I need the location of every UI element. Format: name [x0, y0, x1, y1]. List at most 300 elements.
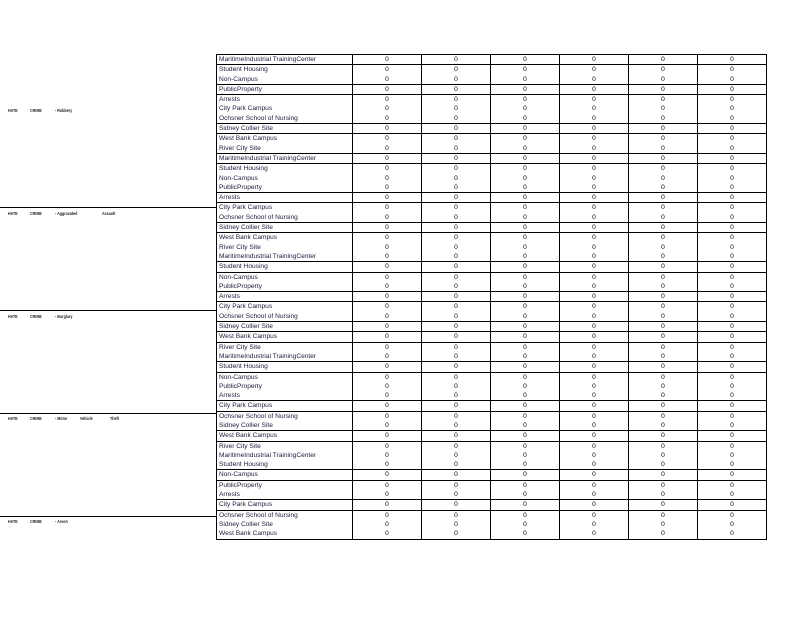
crime-category-label: HATE: [8, 211, 18, 216]
location-label: West Bank Campus: [217, 134, 353, 144]
table-row: [217, 174, 767, 183]
table-row: [217, 352, 767, 362]
count-cell: 0: [353, 520, 422, 529]
location-label: River City Site: [217, 342, 353, 352]
count-cell: 0: [629, 391, 698, 401]
table-row: [217, 223, 767, 233]
crime-category-label: CRIME: [30, 519, 42, 524]
count-cell: 0: [491, 95, 560, 105]
count-cell: 0: [491, 223, 560, 233]
count-cell: 0: [560, 124, 629, 134]
count-cell: 0: [629, 134, 698, 144]
count-cell: 0: [491, 352, 560, 362]
count-cell: 0: [698, 134, 767, 144]
count-cell: 0: [353, 391, 422, 401]
table-row: [217, 252, 767, 262]
count-cell: 0: [422, 144, 491, 154]
location-label: Student Housing: [217, 460, 353, 470]
count-cell: 0: [353, 322, 422, 332]
table-row: [217, 382, 767, 391]
table-row: [217, 84, 767, 94]
count-cell: 0: [491, 164, 560, 174]
count-cell: 0: [560, 164, 629, 174]
count-cell: 0: [422, 65, 491, 75]
table-row: [217, 302, 767, 312]
count-cell: 0: [698, 95, 767, 105]
count-cell: 0: [629, 282, 698, 292]
count-cell: 0: [560, 352, 629, 362]
table-row: [217, 134, 767, 144]
count-cell: 0: [353, 529, 422, 539]
count-cell: 0: [560, 153, 629, 163]
count-cell: 0: [491, 272, 560, 282]
count-cell: 0: [560, 174, 629, 183]
count-cell: 0: [491, 213, 560, 223]
count-cell: 0: [629, 362, 698, 372]
count-cell: 0: [491, 342, 560, 352]
count-cell: 0: [353, 421, 422, 431]
table-row: [217, 529, 767, 539]
count-cell: 0: [491, 292, 560, 302]
count-cell: 0: [629, 65, 698, 75]
table-row: [217, 431, 767, 441]
count-cell: 0: [422, 272, 491, 282]
count-cell: 0: [560, 282, 629, 292]
count-cell: 0: [629, 203, 698, 213]
count-cell: 0: [491, 302, 560, 312]
count-cell: 0: [491, 252, 560, 262]
count-cell: 0: [422, 302, 491, 312]
count-cell: 0: [353, 252, 422, 262]
count-cell: 0: [698, 193, 767, 203]
count-cell: 0: [698, 421, 767, 431]
location-label: Non-Campus: [217, 470, 353, 480]
count-cell: 0: [629, 292, 698, 302]
count-cell: 0: [560, 500, 629, 510]
count-cell: 0: [560, 460, 629, 470]
count-cell: 0: [560, 342, 629, 352]
count-cell: 0: [422, 332, 491, 342]
count-cell: 0: [698, 332, 767, 342]
count-cell: 0: [422, 243, 491, 252]
crime-category-label: Assault: [102, 211, 116, 216]
count-cell: 0: [698, 510, 767, 520]
count-cell: 0: [698, 490, 767, 500]
count-cell: 0: [698, 312, 767, 322]
crime-category-label: - Motor: [55, 416, 68, 421]
count-cell: 0: [698, 451, 767, 460]
table-row: [217, 65, 767, 75]
count-cell: 0: [353, 431, 422, 441]
count-cell: 0: [353, 490, 422, 500]
count-cell: 0: [491, 460, 560, 470]
count-cell: 0: [560, 272, 629, 282]
location-label: Arrests: [217, 292, 353, 302]
count-cell: 0: [560, 292, 629, 302]
count-cell: 0: [560, 470, 629, 480]
count-cell: 0: [353, 372, 422, 382]
count-cell: 0: [629, 500, 698, 510]
count-cell: 0: [422, 451, 491, 460]
count-cell: 0: [422, 470, 491, 480]
crime-category-label: HATE: [8, 314, 18, 319]
count-cell: 0: [353, 292, 422, 302]
count-cell: 0: [353, 144, 422, 154]
count-cell: 0: [698, 520, 767, 529]
count-cell: 0: [491, 84, 560, 94]
count-cell: 0: [491, 529, 560, 539]
count-cell: 0: [698, 480, 767, 490]
count-cell: 0: [353, 95, 422, 105]
crime-category-label: HATE: [8, 108, 18, 113]
location-label: Arrests: [217, 193, 353, 203]
location-label: PublicProperty: [217, 382, 353, 391]
count-cell: 0: [422, 382, 491, 391]
count-cell: 0: [353, 164, 422, 174]
count-cell: 0: [353, 302, 422, 312]
location-label: Sidney Collier Site: [217, 322, 353, 332]
count-cell: 0: [629, 75, 698, 85]
count-cell: 0: [560, 203, 629, 213]
location-label: MaritimeIndustrial TrainingCenter: [217, 352, 353, 362]
location-label: City Park Campus: [217, 203, 353, 213]
count-cell: 0: [560, 65, 629, 75]
count-cell: 0: [560, 372, 629, 382]
count-cell: 0: [353, 362, 422, 372]
crime-category-label: CRIME: [30, 314, 42, 319]
count-cell: 0: [491, 65, 560, 75]
count-cell: 0: [422, 174, 491, 183]
table-row: [217, 391, 767, 401]
count-cell: 0: [560, 362, 629, 372]
count-cell: 0: [698, 233, 767, 243]
count-cell: 0: [491, 520, 560, 529]
count-cell: 0: [629, 302, 698, 312]
count-cell: 0: [353, 84, 422, 94]
location-label: City Park Campus: [217, 401, 353, 411]
count-cell: 0: [422, 529, 491, 539]
count-cell: 0: [353, 124, 422, 134]
location-label: Ochsner School of Nursing: [217, 312, 353, 322]
table-row: [217, 243, 767, 252]
location-label: River City Site: [217, 144, 353, 154]
count-cell: 0: [560, 243, 629, 252]
group-divider: [0, 516, 216, 517]
count-cell: 0: [698, 243, 767, 252]
count-cell: 0: [698, 322, 767, 332]
count-cell: 0: [491, 411, 560, 421]
count-cell: 0: [491, 382, 560, 391]
location-label: Ochsner School of Nursing: [217, 411, 353, 421]
table-row: [217, 124, 767, 134]
table-row: [217, 490, 767, 500]
count-cell: 0: [560, 104, 629, 113]
count-cell: 0: [698, 382, 767, 391]
count-cell: 0: [629, 441, 698, 451]
count-cell: 0: [422, 411, 491, 421]
count-cell: 0: [629, 342, 698, 352]
count-cell: 0: [560, 480, 629, 490]
location-label: Arrests: [217, 391, 353, 401]
table-row: [217, 272, 767, 282]
count-cell: 0: [422, 134, 491, 144]
location-label: Arrests: [217, 95, 353, 105]
count-cell: 0: [560, 302, 629, 312]
count-cell: 0: [422, 203, 491, 213]
location-label: West Bank Campus: [217, 332, 353, 342]
table-row: [217, 441, 767, 451]
location-label: PublicProperty: [217, 282, 353, 292]
table-row: [217, 421, 767, 431]
count-cell: 0: [491, 372, 560, 382]
count-cell: 0: [353, 193, 422, 203]
location-label: Ochsner School of Nursing: [217, 114, 353, 124]
count-cell: 0: [698, 500, 767, 510]
count-cell: 0: [698, 65, 767, 75]
count-cell: 0: [422, 55, 491, 65]
location-label: MaritimeIndustrial TrainingCenter: [217, 451, 353, 460]
count-cell: 0: [422, 223, 491, 233]
table-row: [217, 342, 767, 352]
count-cell: 0: [422, 460, 491, 470]
count-cell: 0: [560, 183, 629, 193]
table-row: [217, 95, 767, 105]
count-cell: 0: [629, 84, 698, 94]
count-cell: 0: [422, 282, 491, 292]
table-row: [217, 451, 767, 460]
table-row: [217, 75, 767, 85]
table-row: [217, 411, 767, 421]
count-cell: 0: [698, 391, 767, 401]
count-cell: 0: [698, 401, 767, 411]
count-cell: 0: [353, 342, 422, 352]
count-cell: 0: [629, 401, 698, 411]
count-cell: 0: [629, 104, 698, 113]
count-cell: 0: [491, 421, 560, 431]
location-label: Non-Campus: [217, 372, 353, 382]
count-cell: 0: [422, 362, 491, 372]
table-row: [217, 460, 767, 470]
location-label: MaritimeIndustrial TrainingCenter: [217, 252, 353, 262]
count-cell: 0: [353, 174, 422, 183]
count-cell: 0: [491, 451, 560, 460]
count-cell: 0: [698, 372, 767, 382]
count-cell: 0: [698, 411, 767, 421]
location-label: River City Site: [217, 441, 353, 451]
table-row: [217, 193, 767, 203]
count-cell: 0: [422, 312, 491, 322]
location-label: Student Housing: [217, 164, 353, 174]
count-cell: 0: [629, 529, 698, 539]
count-cell: 0: [491, 480, 560, 490]
location-label: West Bank Campus: [217, 529, 353, 539]
count-cell: 0: [353, 332, 422, 342]
count-cell: 0: [698, 302, 767, 312]
count-cell: 0: [353, 470, 422, 480]
crime-category-label: - Robbery: [55, 108, 73, 113]
count-cell: 0: [353, 272, 422, 282]
count-cell: 0: [491, 144, 560, 154]
count-cell: 0: [629, 252, 698, 262]
count-cell: 0: [560, 332, 629, 342]
count-cell: 0: [629, 183, 698, 193]
location-label: Non-Campus: [217, 75, 353, 85]
location-label: West Bank Campus: [217, 431, 353, 441]
table-row: [217, 401, 767, 411]
count-cell: 0: [491, 391, 560, 401]
count-cell: 0: [353, 213, 422, 223]
crime-category-label: - Arson: [55, 519, 68, 524]
crime-statistics-table: [216, 54, 767, 540]
count-cell: 0: [629, 223, 698, 233]
count-cell: 0: [698, 342, 767, 352]
location-label: Non-Campus: [217, 174, 353, 183]
count-cell: 0: [353, 114, 422, 124]
group-divider: [0, 413, 216, 414]
count-cell: 0: [698, 292, 767, 302]
table-row: [217, 470, 767, 480]
count-cell: 0: [422, 193, 491, 203]
location-label: Sidney Collier Site: [217, 421, 353, 431]
count-cell: 0: [422, 124, 491, 134]
count-cell: 0: [491, 470, 560, 480]
table-row: [217, 203, 767, 213]
count-cell: 0: [422, 352, 491, 362]
table-row: [217, 480, 767, 490]
count-cell: 0: [629, 382, 698, 391]
count-cell: 0: [353, 460, 422, 470]
table-row: [217, 322, 767, 332]
count-cell: 0: [698, 114, 767, 124]
table-row: [217, 372, 767, 382]
crime-category-label: CRIME: [30, 108, 42, 113]
count-cell: 0: [422, 183, 491, 193]
count-cell: 0: [353, 153, 422, 163]
count-cell: 0: [560, 114, 629, 124]
count-cell: 0: [629, 55, 698, 65]
table-row: [217, 104, 767, 113]
count-cell: 0: [353, 183, 422, 193]
count-cell: 0: [560, 401, 629, 411]
count-cell: 0: [629, 332, 698, 342]
count-cell: 0: [560, 431, 629, 441]
count-cell: 0: [629, 431, 698, 441]
count-cell: 0: [698, 252, 767, 262]
location-label: Arrests: [217, 490, 353, 500]
location-label: Sidney Collier Site: [217, 124, 353, 134]
count-cell: 0: [698, 362, 767, 372]
count-cell: 0: [560, 233, 629, 243]
count-cell: 0: [422, 480, 491, 490]
count-cell: 0: [698, 104, 767, 113]
table-row: [217, 213, 767, 223]
count-cell: 0: [560, 510, 629, 520]
count-cell: 0: [422, 391, 491, 401]
count-cell: 0: [698, 223, 767, 233]
count-cell: 0: [353, 233, 422, 243]
table-row: [217, 164, 767, 174]
count-cell: 0: [560, 382, 629, 391]
count-cell: 0: [422, 233, 491, 243]
count-cell: 0: [698, 153, 767, 163]
count-cell: 0: [560, 391, 629, 401]
count-cell: 0: [491, 243, 560, 252]
count-cell: 0: [353, 500, 422, 510]
table-row: [217, 362, 767, 372]
table-row: [217, 520, 767, 529]
count-cell: 0: [560, 520, 629, 529]
count-cell: 0: [698, 272, 767, 282]
count-cell: 0: [491, 75, 560, 85]
count-cell: 0: [560, 262, 629, 272]
count-cell: 0: [629, 490, 698, 500]
count-cell: 0: [698, 84, 767, 94]
location-label: PublicProperty: [217, 84, 353, 94]
location-label: River City Site: [217, 243, 353, 252]
table-row: [217, 500, 767, 510]
count-cell: 0: [560, 322, 629, 332]
crime-category-label: Theft: [110, 416, 119, 421]
count-cell: 0: [353, 203, 422, 213]
count-cell: 0: [560, 84, 629, 94]
location-label: MaritimeIndustrial TrainingCenter: [217, 153, 353, 163]
count-cell: 0: [491, 55, 560, 65]
count-cell: 0: [698, 460, 767, 470]
count-cell: 0: [629, 95, 698, 105]
count-cell: 0: [491, 203, 560, 213]
crime-category-label: HATE: [8, 519, 18, 524]
count-cell: 0: [422, 292, 491, 302]
group-divider: [0, 207, 216, 208]
table-row: [217, 233, 767, 243]
count-cell: 0: [698, 470, 767, 480]
count-cell: 0: [629, 411, 698, 421]
table-row: [217, 153, 767, 163]
count-cell: 0: [629, 124, 698, 134]
table-row: [217, 114, 767, 124]
count-cell: 0: [560, 75, 629, 85]
count-cell: 0: [560, 223, 629, 233]
count-cell: 0: [698, 262, 767, 272]
count-cell: 0: [698, 183, 767, 193]
count-cell: 0: [353, 451, 422, 460]
count-cell: 0: [560, 252, 629, 262]
count-cell: 0: [422, 342, 491, 352]
count-cell: 0: [560, 193, 629, 203]
count-cell: 0: [629, 233, 698, 243]
count-cell: 0: [698, 352, 767, 362]
count-cell: 0: [560, 441, 629, 451]
count-cell: 0: [698, 164, 767, 174]
table-row: [217, 282, 767, 292]
count-cell: 0: [698, 203, 767, 213]
count-cell: 0: [422, 520, 491, 529]
count-cell: 0: [629, 272, 698, 282]
count-cell: 0: [353, 382, 422, 391]
crime-category-label: CRIME: [30, 211, 42, 216]
count-cell: 0: [560, 134, 629, 144]
count-cell: 0: [422, 431, 491, 441]
count-cell: 0: [422, 401, 491, 411]
count-cell: 0: [698, 174, 767, 183]
count-cell: 0: [422, 322, 491, 332]
table-row: [217, 55, 767, 65]
count-cell: 0: [560, 490, 629, 500]
count-cell: 0: [422, 114, 491, 124]
count-cell: 0: [560, 529, 629, 539]
location-label: West Bank Campus: [217, 233, 353, 243]
location-label: MaritimeIndustrial TrainingCenter: [217, 55, 353, 65]
